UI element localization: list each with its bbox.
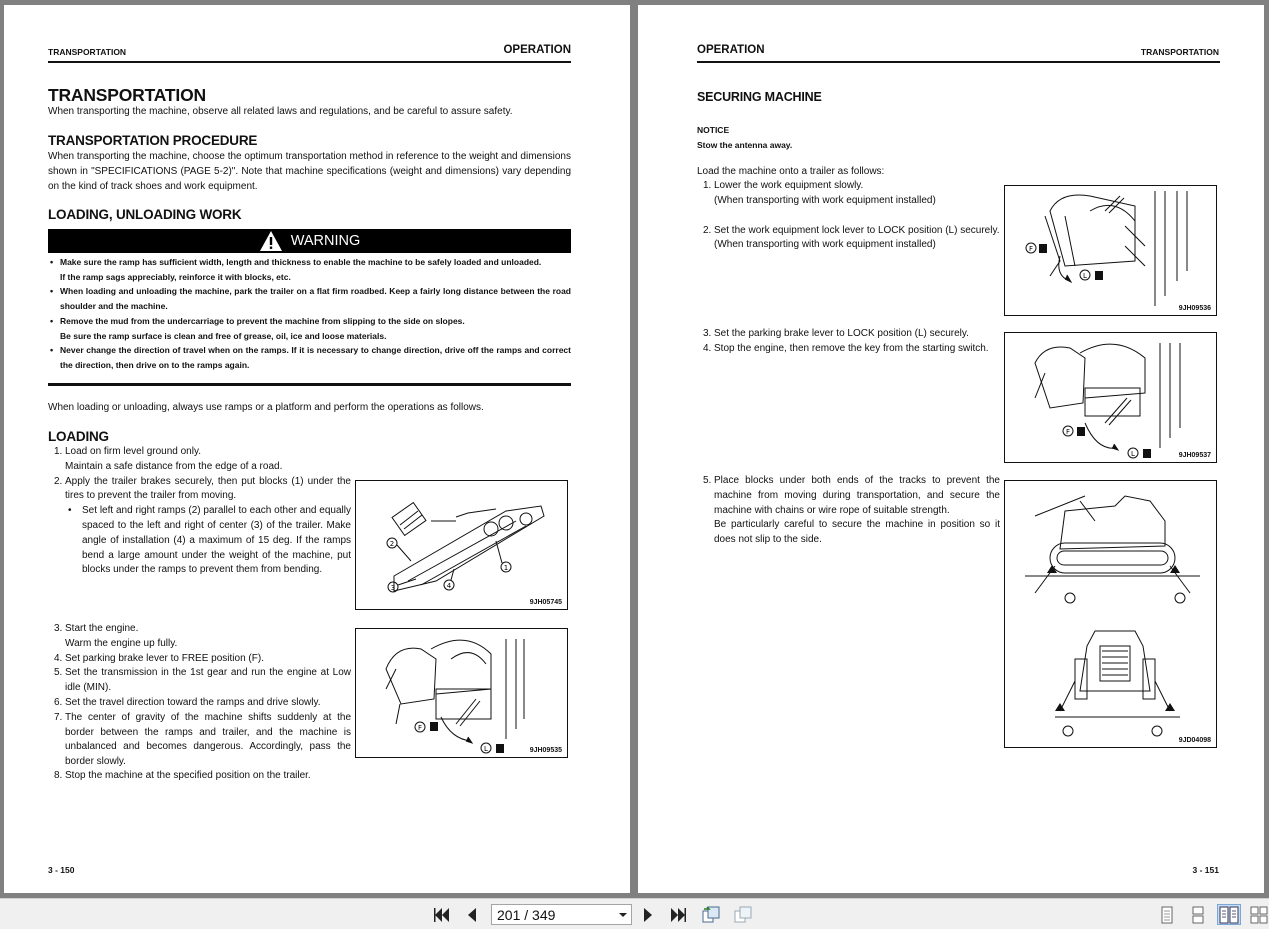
- loading-steps-c: [48, 769, 571, 784]
- step-5: [697, 474, 1000, 518]
- figure-code: 9JH09535: [529, 747, 562, 754]
- svg-text:L: L: [484, 745, 488, 753]
- running-header-right: TRANSPORTATION: [1140, 47, 1219, 57]
- page-indicator: 201 / 349: [497, 906, 556, 923]
- step-5: [48, 666, 351, 696]
- notice-text: Stow the antenna away.: [697, 140, 793, 150]
- step-subtext: Maintain a safe distance from the edge of a road.: [65, 460, 283, 472]
- figure-ramps: [355, 480, 568, 610]
- step-5-sub: [697, 518, 1000, 548]
- running-header-right: OPERATION: [503, 44, 571, 56]
- svg-text:F: F: [1028, 245, 1034, 253]
- loading-steps-a: [48, 445, 351, 578]
- loading-heading: LOADING: [48, 429, 109, 444]
- svg-text:2: 2: [389, 540, 395, 548]
- ramps-illustration: [356, 481, 569, 611]
- step-3: [697, 327, 1000, 342]
- navigation-toolbar: [0, 898, 1269, 929]
- page-title: SECURING MACHINE: [697, 90, 822, 104]
- next-page-button[interactable]: [638, 905, 658, 925]
- next-page-icon: [642, 907, 654, 923]
- procedure-text: When transporting the machine, choose the optimum transportation method in reference to the weight and dimensions shown in "SPECIFICATIONS (PAGE 5-2)". Note that machine specifications (weight and dimensions) vary depending on the kind of track shoes and work equipment.: [48, 151, 571, 192]
- parking-brake-illustration: [1005, 333, 1218, 464]
- step-number: 8.: [54, 770, 63, 781]
- step-1: [48, 445, 351, 460]
- step-number: 5.: [703, 475, 712, 486]
- step-text: Stop the machine at the specified position on the trailer.: [65, 770, 311, 781]
- step-4: [48, 652, 351, 667]
- lock-lever-illustration: [1005, 186, 1218, 317]
- svg-text:F: F: [417, 724, 423, 732]
- dropdown-arrow-icon: [619, 913, 627, 917]
- step-2-sub: [697, 238, 1000, 253]
- tie-down-illustration: [1005, 481, 1218, 749]
- step-number: 7.: [54, 711, 63, 723]
- warning-item: • Remove the mud from the undercarriage to prevent the machine from slipping to the side on slopes.: [48, 314, 571, 329]
- loading-unloading-heading: LOADING, UNLOADING WORK: [48, 207, 242, 222]
- warning-item-sub: Be sure the ramp surface is clean and free of grease, oil, ice and loose materials.: [60, 330, 387, 341]
- warning-item: • Never change the direction of travel when on the ramps. If it is necessary to change direction, drive off the ramps and correct the direction, then drive on to the ramps again.: [48, 343, 571, 372]
- header-rule: [697, 61, 1220, 63]
- step-text: Load on firm level ground only.: [65, 446, 202, 457]
- bullet-text: Set left and right ramps (2) parallel to each other and equally spaced to the left and right of center (3) of the trailer. Make angle of installation (4) a maximum of 15 deg. If the ramps bend a large amount under the weight of the machine, put blocks under the ramps to prevent them from bending.: [82, 505, 351, 576]
- step-subtext: (When transporting with work equipment installed): [714, 239, 936, 251]
- warning-list: [48, 255, 571, 373]
- step-number: 3.: [54, 623, 63, 634]
- brake-lever-illustration: [356, 629, 569, 759]
- svg-text:3: 3: [390, 584, 396, 592]
- step-2: [697, 224, 1000, 239]
- two-page-continuous-view-button[interactable]: [1248, 904, 1269, 925]
- loading-steps-b: [48, 622, 351, 770]
- operations-intro: When loading or unloading, always use ramps or a platform and perform the operations as follows.: [48, 402, 484, 413]
- running-header-left: OPERATION: [697, 44, 765, 56]
- step-6: [48, 696, 351, 711]
- svg-text:1: 1: [503, 564, 509, 572]
- svg-text:L: L: [1083, 272, 1087, 280]
- figure-tie-down: [1004, 480, 1217, 748]
- single-page-icon: [1159, 906, 1175, 924]
- single-page-view-button[interactable]: [1155, 904, 1179, 925]
- step-number: 5.: [54, 667, 63, 679]
- step-subtext: Warm the engine up fully.: [65, 637, 178, 649]
- previous-page-button[interactable]: [462, 905, 482, 925]
- page-number: 3 - 151: [1192, 865, 1219, 875]
- step-2-bullet: • Set left and right ramps (2) parallel to each other and equally spaced to the left and right of center (3) of the trailer. Make angle of installation (4) a maximum of 15 deg. If the ramps bend a large amount under the weight of the machine, put blocks under the ramps to prevent them from bending.: [68, 505, 351, 576]
- securing-steps-b: [697, 327, 1000, 357]
- step-8: [48, 769, 571, 784]
- last-page-icon: [669, 907, 687, 923]
- step-text: Set the travel direction toward the ramps and drive slowly.: [65, 696, 321, 708]
- step-text: Set the transmission in the 1st gear and run the engine at Low idle (MIN).: [65, 667, 351, 694]
- step-text: Apply the trailer brakes securely, then put blocks (1) under the tires to prevent the trailer from moving.: [65, 475, 351, 502]
- step-number: 4.: [54, 652, 63, 664]
- securing-steps-a: [697, 179, 1000, 253]
- page-151: [638, 5, 1264, 893]
- svg-text:F: F: [1065, 428, 1071, 436]
- page-number-select[interactable]: [491, 904, 632, 925]
- step-7: [48, 711, 351, 770]
- step-subtext: (When transporting with work equipment installed): [714, 194, 936, 206]
- step-text: The center of gravity of the machine shifts suddenly at the border between the ramps and trailer, and the machine is unbalanced and becomes dangerous. Accordingly, pass the border slowly.: [65, 711, 351, 768]
- step-number: 6.: [54, 696, 63, 708]
- procedure-heading: TRANSPORTATION PROCEDURE: [48, 133, 258, 148]
- securing-steps-c: [697, 474, 1000, 548]
- step-subtext: Be particularly careful to secure the machine in position so it does not slip to the side.: [714, 519, 1000, 546]
- go-back-icon: [701, 906, 721, 924]
- warning-item: • Make sure the ramp has sufficient width, length and thickness to enable the machine to be safely loaded and unloaded.: [48, 255, 571, 270]
- step-text: Lower the work equipment slowly.: [714, 180, 864, 191]
- first-page-button[interactable]: [432, 905, 452, 925]
- notice-label: NOTICE: [697, 125, 730, 135]
- continuous-view-button[interactable]: [1186, 904, 1210, 925]
- warning-banner: [48, 229, 571, 253]
- go-back-button[interactable]: [701, 905, 721, 925]
- step-number: 2.: [54, 475, 63, 487]
- previous-page-icon: [466, 907, 478, 923]
- step-text: Place blocks under both ends of the tracks to prevent the machine from moving during transportation, and secure the machine with chains or wire rope of suitable strength.: [714, 475, 1000, 516]
- figure-code: 9JH09537: [1178, 452, 1211, 459]
- step-3-sub: [48, 637, 351, 652]
- page-number: 3 - 150: [48, 865, 75, 875]
- go-forward-button[interactable]: [733, 905, 753, 925]
- warning-item: • When loading and unloading the machine, park the trailer on a flat firm roadbed. Keep a fairly long distance between the road shoulder and the machine.: [48, 284, 571, 313]
- page-150: [4, 5, 630, 893]
- two-page-continuous-icon: [1250, 906, 1268, 924]
- svg-text:L: L: [1131, 450, 1135, 458]
- step-number: 4.: [703, 342, 712, 354]
- intro-text: When transporting the machine, observe all related laws and regulations, and be careful to assure safety.: [48, 106, 513, 117]
- page-title: TRANSPORTATION: [48, 85, 206, 105]
- running-header-left: TRANSPORTATION: [48, 47, 127, 57]
- figure-code: 9JD04098: [1178, 737, 1211, 744]
- step-text: Start the engine.: [65, 623, 139, 634]
- intro-text: Load the machine onto a trailer as follows:: [697, 166, 885, 177]
- two-page-icon: [1219, 906, 1239, 924]
- step-2: [48, 475, 351, 505]
- figure-code: 9JH05745: [529, 599, 562, 606]
- figure-code: 9JH09536: [1178, 305, 1211, 312]
- step-3: [48, 622, 351, 637]
- figure-work-equipment-lock: [1004, 185, 1217, 316]
- step-number: 3.: [703, 328, 712, 339]
- step-4: [697, 342, 1000, 357]
- step-text: Set the parking brake lever to LOCK position (L) securely.: [714, 328, 969, 339]
- warning-label: WARNING: [290, 233, 361, 249]
- warning-end-rule: [48, 383, 571, 386]
- svg-text:4: 4: [446, 582, 452, 590]
- step-1-sub: [48, 460, 351, 475]
- two-page-view-button[interactable]: [1217, 904, 1241, 925]
- step-1: [697, 179, 1000, 194]
- step-1-sub: [697, 194, 1000, 209]
- step-text: Stop the engine, then remove the key from the starting switch.: [714, 342, 989, 354]
- last-page-button[interactable]: [668, 905, 688, 925]
- first-page-icon: [433, 907, 451, 923]
- step-number: 1.: [54, 446, 63, 457]
- go-forward-icon: [733, 906, 753, 924]
- step-text: Set the work equipment lock lever to LOCK position (L) securely.: [714, 224, 1000, 236]
- continuous-page-icon: [1190, 906, 1206, 924]
- figure-brake-lever-free: [355, 628, 568, 758]
- warning-item-sub: If the ramp sags appreciably, reinforce it with blocks, etc.: [60, 271, 291, 282]
- step-number: 2.: [703, 224, 712, 236]
- header-rule: [48, 61, 571, 63]
- step-number: 1.: [703, 180, 712, 191]
- warning-triangle-icon: [259, 230, 283, 252]
- step-text: Set parking brake lever to FREE position (F).: [65, 652, 264, 664]
- figure-parking-brake-lock: [1004, 332, 1217, 463]
